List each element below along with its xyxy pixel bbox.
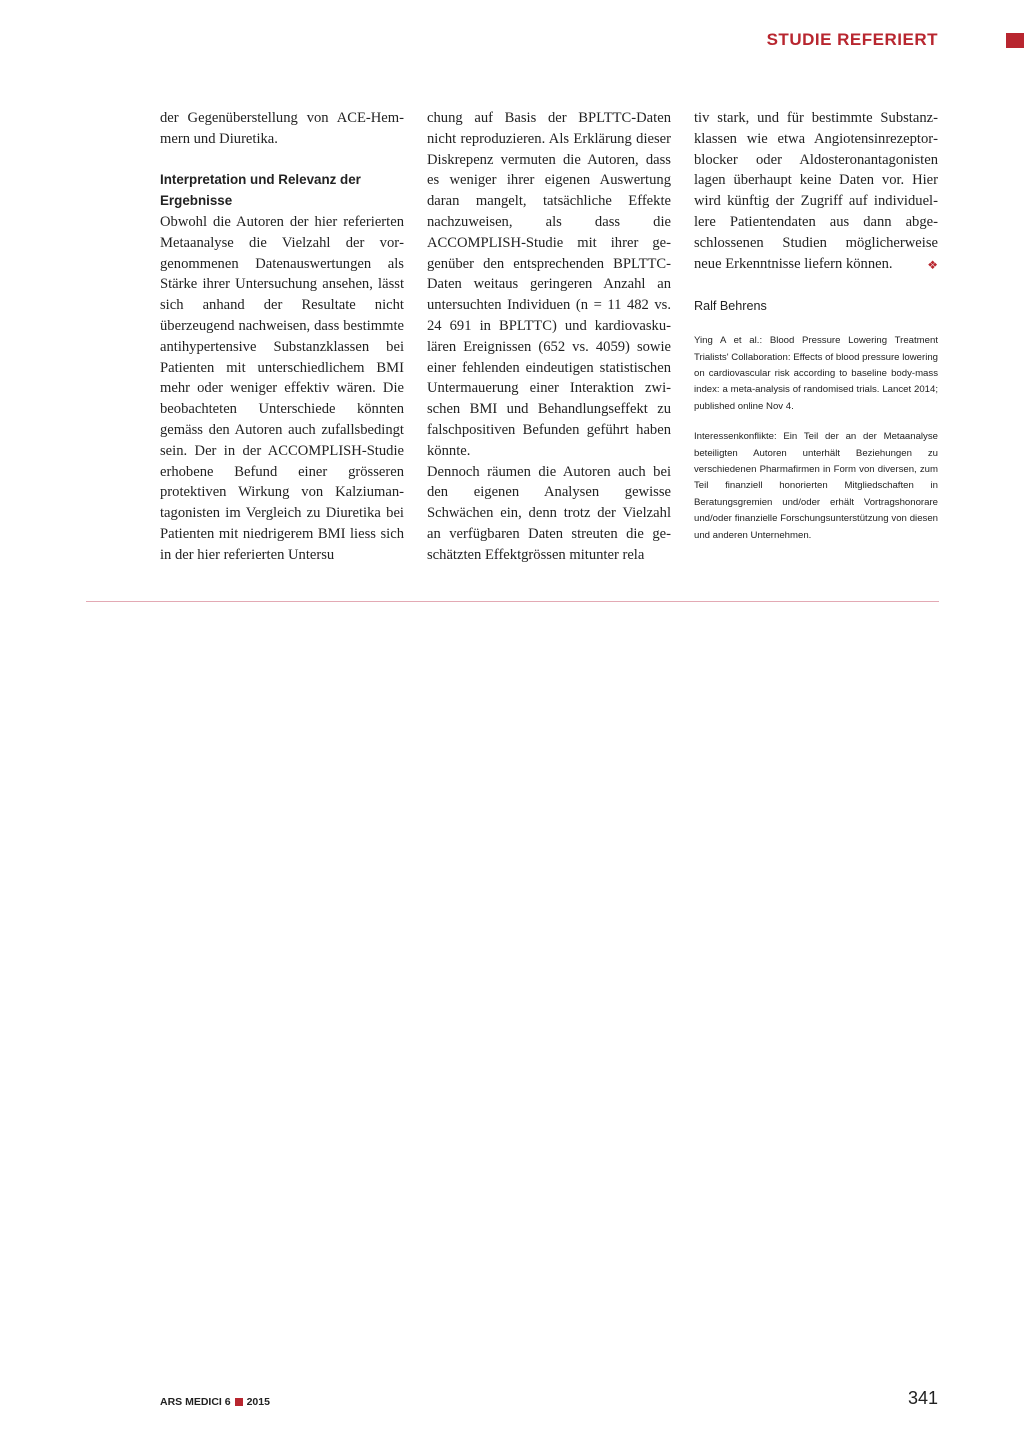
reference-citation: Ying A et al.: Blood Pressure Lowering Treatment Trialists' Collaboration: Effects of blood pressure lowering on cardiovascular risk according to baseline body-mass index: a meta-analysis of randomised trials. Lancet 2014; published online Nov 4. <box>694 335 938 412</box>
column-3 <box>694 108 938 544</box>
end-mark-icon: ❖ <box>927 257 938 272</box>
journal-year: 2015 <box>246 1396 270 1408</box>
intro-paragraph: der Gegenüberstellung von ACE-Hemmern und Diuretika. <box>160 110 404 147</box>
body-paragraph-1: Obwohl die Autoren der hier referierten Metaanalyse die Vielzahl der vorgenommenen Datenauswertungen als Stärke ihrer Untersuchung ansehen, lässt sich anhand der Resultate nicht überzeugend nachweisen, dass bestimmte antihypertensive Substanzklassen bei Patienten mit unterschiedlichem BMI mehr oder weniger effektiv wären. Die beobachteten Unterschiede könnten gemäss den Autoren auch zufallsbedingt sein. Der in der ACCOMPLISH-Studie erhobene Befund einer grösseren protektiven Wirkung von Kalziumantagonisten im Vergleich zu Diuretika bei Patienten mit niedrigerem BMI liess sich in der hier referierten Untersu <box>160 213 404 563</box>
section-marker-square <box>1006 33 1024 48</box>
page-number: 341 <box>907 1388 938 1408</box>
column-2 <box>427 108 671 566</box>
body-paragraph-4 <box>694 108 938 274</box>
journal-name: ARS MEDICI 6 <box>160 1396 231 1408</box>
column-1 <box>160 108 404 566</box>
footer-journal <box>160 1396 270 1408</box>
section-label: STUDIE REFERIERT <box>766 30 938 49</box>
section-divider <box>86 601 939 602</box>
author-name: Ralf Behrens <box>694 299 767 314</box>
body-paragraph-4-text: tiv stark, und für bestimmte Substanzklassen wie etwa Angiotensinrezeptorblocker oder Aldosteronantagonisten lagen überhaupt keine Daten vor. Hier wird künftig der Zugriff auf individuellere Patientendaten aus dann abgeschlossenen Studien möglicherweise neue Erkenntnisse liefern können. <box>694 110 938 272</box>
conflicts-of-interest: Interessenkonflikte: Ein Teil der an der Metaanalyse beteiligten Autoren unterhält Beziehungen zu verschiedenen Pharmafirmen in Form von diversen, zum Teil finanziell honorierten Mitgliedschaften in Beratungsgremien und/oder erhält Vortragshonorare und/oder finanzielle Forschungsunterstützung von diesen und anderen Unternehmen. <box>694 431 938 541</box>
body-paragraph-3: Dennoch räumen die Autoren auch bei den eigenen Analysen gewisse Schwächen ein, denn trotz der Vielzahl an verfügbaren Daten streuten die geschätzten Effektgrössen mitunter rela <box>427 463 671 563</box>
subheading: Interpretation und Relevanz der Ergebnisse <box>160 172 361 209</box>
body-paragraph-2: chung auf Basis der BPLTTC-Daten nicht reproduzieren. Als Erklärung dieser Diskrepenz vermuten die Autoren, dass es weniger ihrer eigenen Auswertung daran mangelt, tatsächliche Effekte nachzuweisen, als dass die ACCOMPLISH-Studie mit ihrer gegenüber den entsprechenden BPLTTC-Daten weitaus geringeren Anzahl an untersuchten Individuen (n = 11 482 vs. 24 691 in BPLTTC) und kardiovaskulären Ereignissen (652 vs. 4059) sowie einer fehlenden eindeutigen statistischen Untermauerung einer Interaktion zwischen BMI und Behandlungseffekt zu falschpositiven Befunden geführt haben könnte. <box>427 110 671 459</box>
footer-marker-square <box>235 1398 243 1406</box>
